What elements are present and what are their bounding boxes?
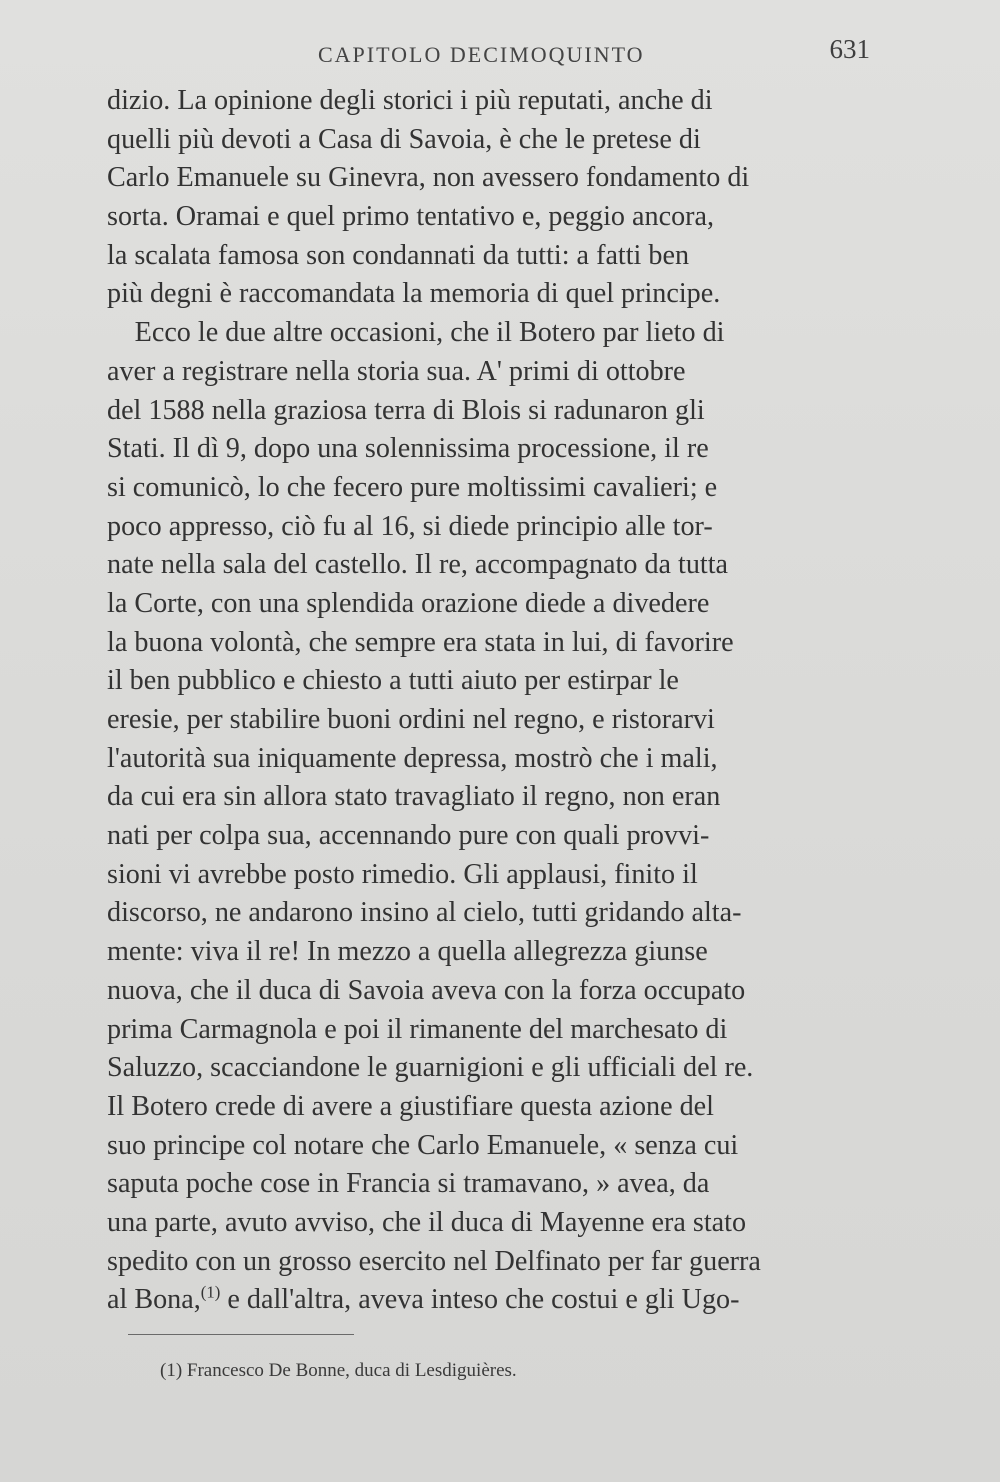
- text-line: nate nella sala del castello. Il re, accompagnato da tutta: [107, 549, 729, 581]
- footnote-separator: [128, 1334, 354, 1335]
- text-line: Saluzzo, scacciandone le guarnigioni e gli ufficiali del re.: [107, 1052, 754, 1084]
- text-line: poco appresso, ciò fu al 16, si diede principio alle tor-: [107, 510, 713, 542]
- text-line: da cui era sin allora stato travagliato il regno, non eran: [107, 781, 721, 813]
- page-header: [318, 34, 870, 74]
- text-line: quelli più devoti a Casa di Savoia, è che le pretese di: [107, 123, 701, 155]
- text-line: si comunicò, lo che fecero pure moltissimi cavalieri; e: [107, 471, 718, 503]
- last-line-start: al Bona,: [107, 1284, 201, 1316]
- text-line: Il Botero crede di avere a giustifiare questa azione del: [107, 1090, 714, 1122]
- last-line-end: e dall'altra, aveva inteso che costui e gli Ugo-: [220, 1284, 740, 1316]
- text-line: discorso, ne andarono insino al cielo, tutti gridando alta-: [107, 897, 742, 929]
- text-line: del 1588 nella graziosa terra di Blois si radunaron gli: [107, 394, 705, 426]
- text-line: sioni vi avrebbe posto rimedio. Gli applausi, finito il: [107, 858, 698, 890]
- text-line: la scalata famosa son condannati da tutti: a fatti ben: [107, 239, 690, 271]
- text-line: Carlo Emanuele su Ginevra, non avessero fondamento di: [107, 162, 750, 194]
- text-line: suo principe col notare che Carlo Emanuele, « senza cui: [107, 1129, 739, 1161]
- text-line: spedito con un grosso esercito nel Delfinato per far guerra: [107, 1245, 761, 1277]
- text-line: prima Carmagnola e poi il rimanente del marchesato di: [107, 1013, 728, 1045]
- text-line: Ecco le due altre occasioni, che il Botero par lieto di: [134, 317, 725, 349]
- footnote-reference-mark: (1): [200, 1282, 221, 1302]
- text-line: una parte, avuto avviso, che il duca di Mayenne era stato: [107, 1206, 747, 1238]
- body-text: [107, 82, 887, 1320]
- text-line: sorta. Oramai e quel primo tentativo e, peggio ancora,: [107, 201, 715, 233]
- text-line: la buona volontà, che sempre era stata in lui, di favorire: [107, 626, 734, 658]
- text-line: dizio. La opinione degli storici i più reputati, anche di: [107, 85, 713, 116]
- text-line: l'autorità sua iniquamente depressa, mostrò che i mali,: [107, 742, 718, 774]
- text-line: aver a registrare nella storia sua. A' primi di ottobre: [107, 355, 686, 387]
- text-line: nuova, che il duca di Savoia aveva con la forza occupato: [107, 974, 746, 1006]
- text-line: mente: viva il re! In mezzo a quella allegrezza giunse: [107, 936, 708, 968]
- text-line: la Corte, con una splendida orazione diede a divedere: [107, 587, 710, 619]
- footnote: (1) Francesco De Bonne, duca di Lesdiguières.: [160, 1360, 517, 1381]
- text-line: il ben pubblico e chiesto a tutti aiuto per estirpar le: [107, 665, 679, 697]
- text-line: saputa poche cose in Francia si tramavano, » avea, da: [107, 1168, 710, 1200]
- text-line-last: [107, 1281, 877, 1320]
- text-line: nati per colpa sua, accennando pure con quali provvi-: [107, 820, 710, 852]
- text-line: eresie, per stabilire buoni ordini nel regno, e ristorarvi: [107, 704, 715, 735]
- text-line: Stati. Il dì 9, dopo una solennissima processione, il re: [107, 433, 709, 465]
- running-head: CAPITOLO DECIMOQUINTO: [318, 42, 645, 67]
- page-number: 631: [829, 34, 870, 64]
- text-line: più degni è raccomandata la memoria di quel principe.: [107, 278, 721, 310]
